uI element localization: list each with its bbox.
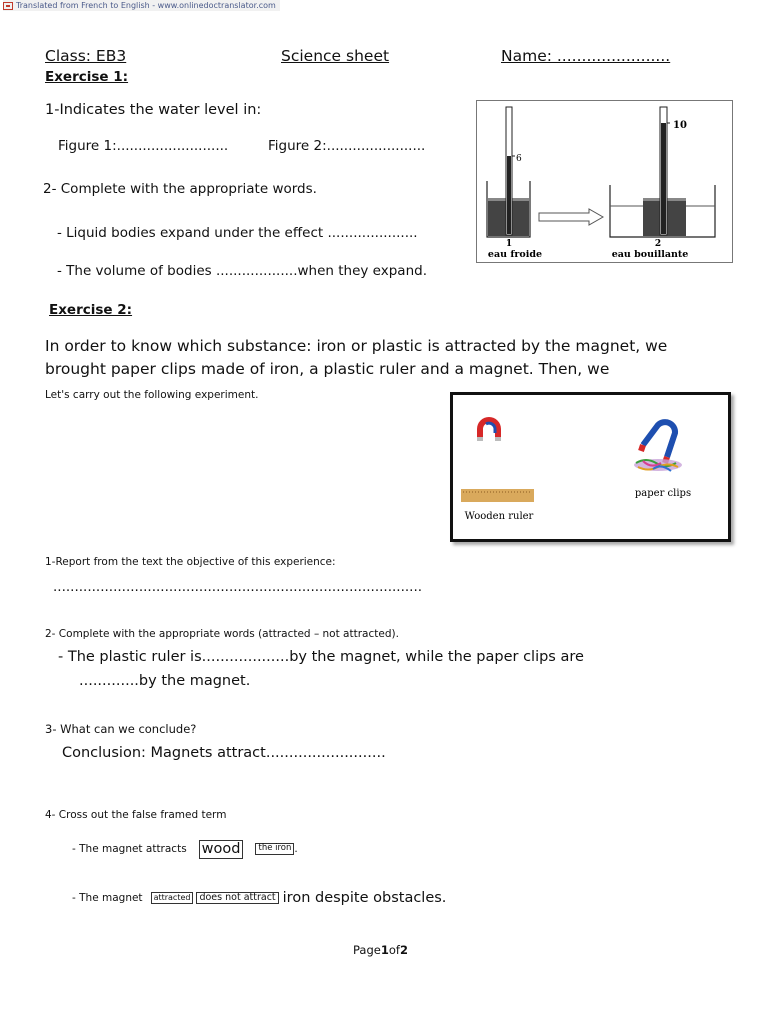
exercise1-title: Exercise 1: (45, 69, 129, 85)
label2-number: 2 (654, 239, 662, 249)
ex2-question2: 2- Complete with the appropriate words (attracted – not attracted). (45, 628, 399, 640)
ex2-intro-line1: In order to know which substance: iron or plastic is attracted by the magnet, we (45, 337, 668, 355)
wooden-ruler-icon (461, 489, 534, 502)
ex1-question2b: - The volume of bodies ...................when they expand. (57, 263, 427, 279)
exercise2-title: Exercise 2: (49, 302, 133, 318)
name-label: Name: ....................... (501, 47, 671, 65)
water-level-diagram (476, 100, 733, 263)
page-word: Page (353, 943, 381, 957)
ex2-conclusion: Conclusion: Magnets attract.......................... (62, 745, 386, 761)
ex1-figure1-answer: Figure 1:.......................... (58, 138, 229, 154)
magnet-experiment-image (450, 392, 731, 542)
ex1-question2: 2- Complete with the appropriate words. (43, 181, 317, 197)
q4b-suffix: iron despite obstacles. (282, 890, 447, 906)
page-number: 1 (380, 943, 389, 957)
experiment-figure (453, 395, 728, 539)
page-indicator (353, 943, 408, 957)
q4b-option-does-not-attract[interactable]: does not attract (196, 892, 278, 905)
paper-clips-label: paper clips (634, 488, 692, 499)
of-word: of (388, 943, 400, 957)
wooden-ruler-label: Wooden ruler (464, 511, 534, 522)
sheet-title: Science sheet (281, 47, 390, 65)
ex2-question2-line2: .............by the magnet. (79, 673, 251, 689)
ex2-q4-line-a (72, 840, 298, 859)
q4a-option-wood[interactable]: wood (199, 840, 244, 859)
ex2-question1-answer-line: ...................................................................................... (53, 579, 423, 595)
ex1-figure2-answer: Figure 2:....................... (268, 138, 426, 154)
label1-number: 1 (505, 239, 513, 249)
ex2-question4: 4- Cross out the false framed term (45, 809, 227, 821)
translation-banner[interactable] (3, 0, 280, 11)
q4a-option-iron[interactable]: the iron (255, 843, 294, 855)
banner-text: Translated from French to English - www.onlinedoctranslator.com (16, 1, 276, 10)
tube2-mark: 10 (673, 120, 687, 131)
label-cold-water: eau froide (487, 249, 543, 260)
tube1-mark: 6 (516, 154, 522, 164)
ex2-question1: 1-Report from the text the objective of this experience: (45, 556, 336, 568)
q4b-option-attracted[interactable]: attracted (151, 892, 194, 903)
q4a-end: . (294, 843, 298, 856)
thermometer-figure (477, 101, 732, 262)
ex1-question1: 1-Indicates the water level in: (45, 102, 262, 118)
ex2-question3: 3- What can we conclude? (45, 722, 197, 736)
q4a-prefix: - The magnet attracts (72, 843, 187, 856)
magnet-with-clips-icon (634, 422, 682, 471)
document-icon (3, 2, 13, 10)
ex2-intro-line2: brought paper clips made of iron, a plastic ruler and a magnet. Then, we (45, 360, 610, 378)
q4b-prefix: - The magnet (72, 892, 143, 904)
magnet-icon (477, 417, 501, 441)
ex2-question2-line1: - The plastic ruler is...................by the magnet, while the paper clips are (58, 649, 584, 665)
ex1-question2a: - Liquid bodies expand under the effect ..................... (57, 225, 418, 241)
ex2-intro-line3: Let's carry out the following experiment. (45, 389, 259, 401)
class-label: Class: EB3 (45, 47, 127, 65)
label-boiling-water: eau bouillante (611, 249, 689, 260)
page-total: 2 (399, 943, 408, 957)
ex2-q4-line-b (72, 890, 446, 906)
